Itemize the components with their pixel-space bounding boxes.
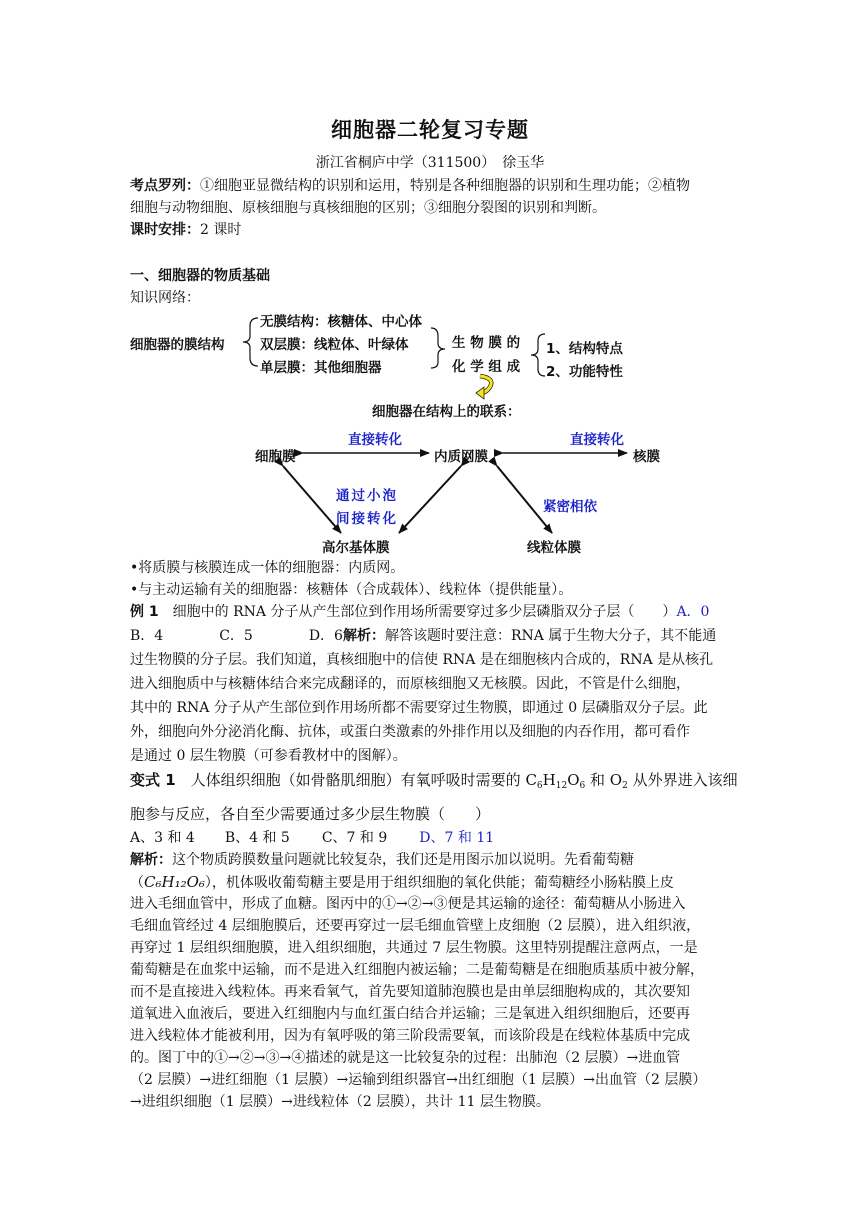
tree-branch-3: 单层膜：其他细胞器 (260, 360, 382, 376)
node-nuclear: 核膜 (633, 449, 660, 465)
label-direct-1: 直接转化 (348, 432, 402, 448)
jiexi2-line12: →进组织细胞（1 层膜）→进线粒体（2 层膜），共计 11 层生物膜。 (130, 1094, 550, 1110)
variant1-option-c: C、7 和 9 (321, 830, 388, 846)
node-cell-membrane: 细胞膜 (255, 449, 296, 465)
jiexi2-line9: 进入线粒体才能被利用，因为有氧呼吸的第三阶段需要氧，而该阶段是在线粒体基质中完成 (130, 1028, 690, 1044)
tree-mid-2: 化 学 组 成 (452, 359, 521, 375)
variant1-label: 变式 1 (130, 771, 176, 789)
jiexi2-label: 解析： (130, 852, 172, 868)
variant1-option-d: D、7 和 11 (419, 830, 495, 846)
kaodian-line2: 细胞与动物细胞、原核细胞与真核细胞的区别；③细胞分裂图的识别和判断。 (130, 200, 606, 216)
variant1-sub2: 12 (555, 781, 568, 791)
example1-text1: 解答该题时要注意：RNA 属于生物大分子，其不能通 (384, 628, 717, 644)
relation-title: 细胞器在结构上的联系： (372, 404, 521, 420)
example1-line2 (130, 624, 716, 648)
jiexi2-line5: 再穿过 1 层组织细胞膜，进入组织细胞，共通过 7 层生物膜。这里特别提醒注意两点，一是 (130, 940, 698, 956)
example1-jiexi-label: 解析： (342, 628, 385, 644)
example1-line6: 外，细胞向外分泌消化酶、抗体，或蛋白类激素的外排作用以及细胞的内吞作用，都可看作 (130, 724, 690, 740)
arrow-er-golgi (399, 466, 461, 533)
jiexi2-line3: 进入毛细血管中，形成了血糖。图丙中的①→②→③便是其运输的途径：葡萄糖从小肠进入 (130, 896, 686, 912)
variant1-sub4: 2 (622, 781, 628, 791)
jiexi2-first: 这个物质跨膜数量问题就比较复杂，我们还是用图示加以说明。先看葡萄糖 (172, 852, 634, 868)
kaodian-text1: ①细胞亚显微结构的识别和运用，特别是各种细胞器的识别和生理功能；②植物 (200, 178, 690, 194)
keshi-label: 课时安排： (130, 222, 200, 238)
tree-right-2: 2、功能特性 (546, 364, 623, 380)
jiexi2-paren-open: （ (130, 875, 144, 891)
variant1-q-a: 人体组织细胞（如骨骼肌细胞）有氧呼吸时需要的 C (175, 771, 537, 789)
variant1-options (130, 826, 494, 850)
example1-line7: 是通过 0 层生物膜（可参看教材中的图解）。 (130, 748, 407, 764)
example1-answer: A．0 (676, 604, 710, 620)
right-brace (531, 334, 545, 376)
node-mito: 线粒体膜 (527, 540, 581, 556)
jiexi2-line1 (130, 848, 634, 872)
example1-line1 (130, 600, 709, 624)
variant1-q-b: H (542, 771, 556, 789)
node-er: 内质网膜 (434, 449, 488, 465)
jiexi2-line4: 毛细血管经过 4 层细胞膜后，还要再穿过一层毛细血管壁上皮细胞（2 层膜），进入组织液， (130, 918, 701, 934)
tree-branch-2: 双层膜：线粒体、叶绿体 (260, 337, 409, 353)
label-direct-2: 直接转化 (570, 432, 624, 448)
tree-root: 细胞器的膜结构 (130, 337, 225, 353)
section-heading: 一、细胞器的物质基础 (130, 268, 270, 284)
variant1-line2: 胞参与反应，各自至少需要通过多少层生物膜（ ） (130, 805, 491, 823)
label-close: 紧密相依 (543, 499, 597, 515)
jiexi2-line7: 而不是直接进入线粒体。再来看氧气，首先要知道肺泡膜也是由单层细胞构成的，其次要知 (130, 984, 690, 1000)
tree-right-1: 1、结构特点 (546, 341, 623, 357)
jiexi2-line10: 的。图丁中的①→②→③→④描述的就是这一比较复杂的过程：出肺泡（2 层膜）→进血管 (130, 1050, 681, 1066)
label-vesicle-2: 间接转化 (336, 511, 398, 527)
variant1-q-d: 和 O (585, 771, 623, 789)
variant1-q-c: O (567, 771, 580, 789)
zhishi-label: 知识网络： (130, 290, 200, 306)
left-brace (243, 318, 258, 366)
page-title: 细胞器二轮复习专题 (331, 118, 529, 142)
variant1-sub3: 6 (579, 781, 586, 791)
curved-arrow-icon (476, 376, 491, 399)
variant1-option-b: B、4 和 5 (224, 830, 290, 846)
example1-label: 例 1 (130, 604, 159, 620)
arrow-cell-golgi (283, 466, 341, 533)
jiexi2-line8: 道氧进入血液后，要进入红细胞内与血红蛋白结合并运输；三是氧进入组织细胞后，还要再 (130, 1006, 690, 1022)
tree-branch-1: 无膜结构：核糖体、中心体 (260, 314, 422, 330)
kaodian-label: 考点罗列： (130, 178, 200, 194)
example1-line5: 其中的 RNA 分子从产生部位到作用场所都不需要穿过生物膜，即通过 0 层磷脂双分子层。此 (130, 700, 708, 716)
example1-line4: 进入细胞质中与核糖体结合来完成翻译的，而原核细胞又无核膜。因此，不管是什么细胞， (130, 676, 690, 692)
example1-line3: 过生物膜的分子层。我们知道，真核细胞中的信使 RNA 是在细胞核内合成的，RNA 是从核孔 (130, 652, 714, 668)
jiexi2-line6: 葡萄糖是在血浆中运输，而不是进入红细胞内被运输；二是葡萄糖是在细胞质基质中被分解， (130, 962, 704, 978)
variant1-sub1: 6 (536, 781, 543, 791)
jiexi2-line11: （2 层膜）→进红细胞（1 层膜）→运输到组织器官→出红细胞（1 层膜）→出血管（2 层膜） (130, 1072, 707, 1088)
glucose-formula: C₆H₁₂O₆ (144, 873, 205, 891)
variant1-q-e: 从外界进入该细 (627, 771, 738, 789)
bullet-2: •与主动运输有关的细胞器：核糖体（合成载体）、线粒体（提供能量）。 (130, 582, 573, 598)
bullet-1: •将质膜与核膜连成一体的细胞器：内质网。 (130, 560, 405, 576)
example1-question: 细胞中的 RNA 分子从产生部位到作用场所需要穿过多少层磷脂双分子层（ ） (158, 604, 677, 620)
author-line: 浙江省桐庐中学（311500） 徐玉华 (315, 155, 545, 171)
node-golgi: 高尔基体膜 (322, 540, 390, 556)
variant1-option-a: A、3 和 4 (130, 830, 195, 846)
middle-brace (431, 328, 445, 368)
example1-options: B．4 C．5 D．6 (130, 628, 343, 644)
variant1-line1 (130, 768, 738, 798)
label-vesicle-1: 通过小泡 (336, 488, 398, 504)
keshi-value: 2 课时 (200, 222, 242, 238)
tree-mid-1: 生 物 膜 的 (452, 335, 521, 351)
jiexi2-paren-rest: ），机体吸收葡萄糖主要是用于组织细胞的氧化供能；葡萄糖经小肠粘膜上皮 (204, 875, 674, 891)
